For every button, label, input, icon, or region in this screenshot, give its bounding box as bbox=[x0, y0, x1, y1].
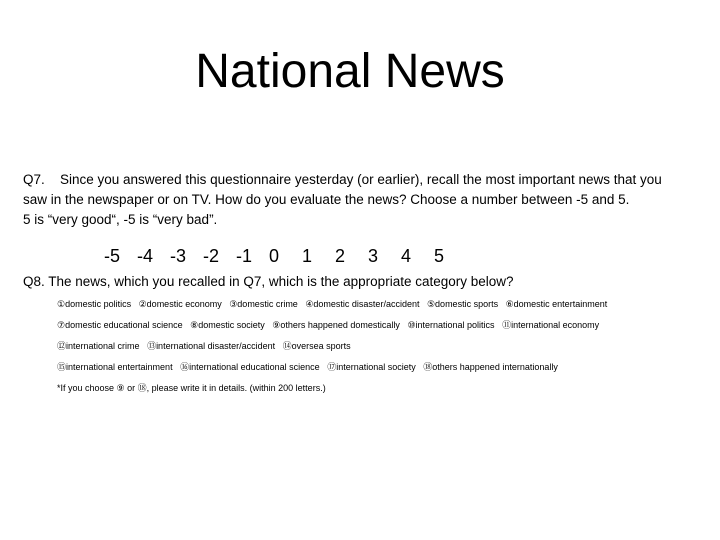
category-option[interactable]: ⑦domestic educational science bbox=[57, 320, 183, 330]
q7-line-1 bbox=[23, 170, 703, 190]
scale-value[interactable]: -4 bbox=[137, 246, 154, 266]
scale-value[interactable]: 3 bbox=[368, 246, 379, 266]
scale-value[interactable]: -3 bbox=[170, 246, 187, 266]
scale-value[interactable]: 4 bbox=[401, 246, 412, 266]
category-option[interactable]: ③domestic crime bbox=[229, 299, 298, 309]
category-option[interactable]: ⑮international entertainment bbox=[57, 362, 173, 372]
scale-value[interactable]: 5 bbox=[434, 246, 445, 266]
category-row-4 bbox=[57, 357, 707, 378]
category-option[interactable]: ⑱others happened internationally bbox=[423, 362, 558, 372]
question-8: Q8. The news, which you recalled in Q7, which is the appropriate category below? bbox=[23, 274, 514, 289]
category-option[interactable]: ⑤domestic sports bbox=[426, 299, 499, 309]
category-row-2 bbox=[57, 315, 707, 336]
details-note: *If you choose ⑨ or ⑱, please write it in details. (within 200 letters.) bbox=[57, 383, 326, 393]
scale-value[interactable]: 2 bbox=[335, 246, 346, 266]
scale-value[interactable]: 0 bbox=[269, 246, 280, 266]
category-row-3 bbox=[57, 336, 707, 357]
category-option[interactable]: ⑫international crime bbox=[57, 341, 140, 351]
category-option[interactable]: ⑯international educational science bbox=[180, 362, 320, 372]
scale-value[interactable]: -2 bbox=[203, 246, 220, 266]
q7-line-3: 5 is “very good“, -5 is “very bad”. bbox=[23, 212, 218, 227]
scale-value[interactable]: -1 bbox=[236, 246, 253, 266]
q7-number: Q7. bbox=[23, 172, 45, 187]
category-option[interactable]: ⑬international disaster/accident bbox=[147, 341, 276, 351]
category-option[interactable]: ④domestic disaster/accident bbox=[305, 299, 420, 309]
category-option[interactable]: ⑨others happened domestically bbox=[272, 320, 400, 330]
scale-value[interactable]: 1 bbox=[302, 246, 313, 266]
q7-text-1: Since you answered this questionnaire yesterday (or earlier), recall the most important news that you bbox=[60, 172, 662, 187]
category-list bbox=[57, 294, 707, 399]
category-row-1 bbox=[57, 294, 707, 315]
category-option[interactable]: ②domestic economy bbox=[138, 299, 222, 309]
category-option[interactable]: ①domestic politics bbox=[57, 299, 132, 309]
page-title: National News bbox=[195, 45, 505, 98]
q7-line-2: saw in the newspaper or on TV. How do you evaluate the news? Choose a number between -5 and 5. bbox=[23, 192, 630, 207]
category-option[interactable]: ⑭oversea sports bbox=[282, 341, 351, 351]
scale-value[interactable]: -5 bbox=[104, 246, 121, 266]
category-option[interactable]: ⑧domestic society bbox=[190, 320, 265, 330]
category-option[interactable]: ⑪international economy bbox=[502, 320, 600, 330]
question-7 bbox=[23, 170, 703, 230]
rating-scale bbox=[104, 244, 467, 268]
category-option[interactable]: ⑰international society bbox=[327, 362, 416, 372]
category-option[interactable]: ⑩international politics bbox=[407, 320, 495, 330]
category-option[interactable]: ⑥domestic entertainment bbox=[505, 299, 608, 309]
